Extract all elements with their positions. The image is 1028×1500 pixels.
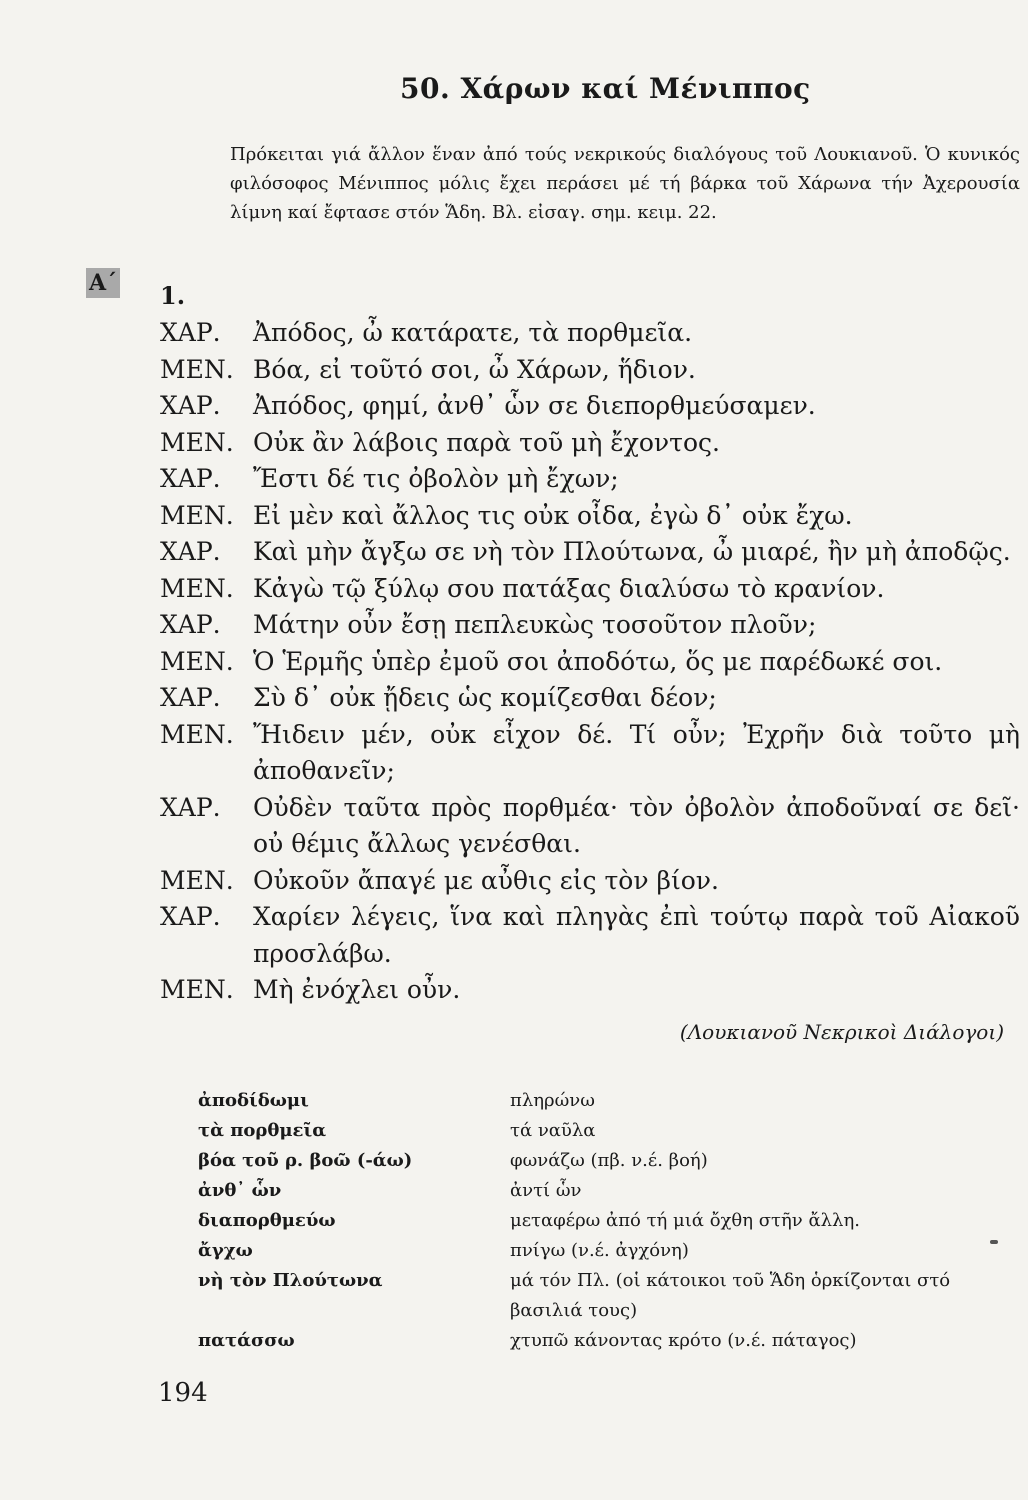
glossary-definition: μά τόν Πλ. (οἱ κάτοικοι τοῦ Ἅδη ὁρκίζονται στό βασιλιά τους) (510, 1270, 951, 1321)
glossary-definition: πνίγω (ν.έ. ἀγχόνη) (510, 1240, 689, 1261)
speaker-label: ΧΑΡ. (160, 902, 221, 931)
glossary-row (198, 1206, 1018, 1236)
dialogue-text: Σὺ δ᾽ οὐκ ᾔδεις ὡς κομίζεσθαι δέον; (253, 683, 717, 712)
dialogue-line (160, 571, 1020, 608)
dialogue-text: Οὐδὲν ταῦτα πρὸς πορθμέα· τὸν ὀβολὸν ἀποδοῦναί σε δεῖ· οὐ θέμις ἄλλως γενέσθαι. (253, 792, 1020, 858)
dialogue-line (160, 863, 1020, 900)
glossary-term: ἀποδίδωμι (198, 1090, 309, 1111)
dialogue-line (160, 607, 1020, 644)
glossary-term: βόα τοῦ ρ. βοῶ (-άω) (198, 1150, 413, 1171)
dialogue-line (160, 972, 1020, 1009)
dialogue-text: Ὁ Ἑρμῆς ὑπὲρ ἐμοῦ σοι ἀποδότω, ὅς με παρέδωκέ σοι. (253, 646, 943, 676)
dialogue-line (160, 388, 1020, 425)
speaker-label: ΧΑΡ. (160, 464, 221, 493)
speaker-label: ΧΑΡ. (160, 391, 221, 420)
ink-smudge (990, 1240, 998, 1244)
speaker-label: ΜΕΝ. (160, 427, 234, 457)
speaker-label: ΧΑΡ. (160, 792, 221, 822)
dialogue-text: Βόα, εἰ τοῦτό σοι, ὦ Χάρων, ἥδιον. (253, 354, 696, 384)
dialogue-line (160, 790, 1020, 863)
page-number: 194 (158, 1378, 208, 1408)
glossary-definition: ἀντί ὧν (510, 1180, 582, 1201)
dialogue-text: Ἀπόδος, φημί, ἀνθ᾽ ὧν σε διεπορθμεύσαμεν. (253, 391, 816, 420)
dialogue-text: Καὶ μὴν ἄγξω σε νὴ τὸν Πλούτωνα, ὦ μιαρέ, ἢν μὴ ἀποδῷς. (253, 537, 1011, 566)
section-number: 1. (160, 281, 186, 310)
glossary-definition: μεταφέρω ἀπό τή μιά ὄχθη στῆν ἄλλη. (510, 1210, 860, 1231)
dialogue-text: Εἰ μὲν καὶ ἄλλος τις οὐκ οἶδα, ἐγὼ δ᾽ οὐκ ἔχω. (253, 500, 853, 530)
speaker-label: ΜΕΝ. (160, 646, 234, 676)
glossary-term: διαπορθμεύω (198, 1210, 336, 1231)
glossary-definition: φωνάζω (πβ. ν.έ. βοή) (510, 1150, 708, 1171)
glossary-term: πατάσσω (198, 1330, 295, 1351)
glossary-row (198, 1176, 1018, 1206)
speaker-label: ΜΕΝ. (160, 719, 234, 749)
page-title: 50. Χάρων καί Μένιππος (400, 72, 811, 105)
speaker-label: ΧΑΡ. (160, 537, 221, 566)
glossary-definition: χτυπῶ κάνοντας κρότο (ν.έ. πάταγος) (510, 1330, 857, 1351)
dialogue-line (160, 644, 1020, 681)
speaker-label: ΜΕΝ. (160, 865, 234, 895)
dialogue-line (160, 534, 1020, 571)
glossary-definition: πληρώνω (510, 1090, 595, 1111)
glossary-row (198, 1146, 1018, 1176)
speaker-label: ΜΕΝ. (160, 573, 234, 603)
dialogue-line (160, 680, 1020, 717)
speaker-label: ΜΕΝ. (160, 500, 234, 530)
dialogue-line (160, 899, 1020, 972)
dialogue-line (160, 461, 1020, 498)
citation: (Λουκιανοῦ Νεκρικοὶ Διάλογοι) (679, 1020, 1004, 1044)
speaker-label: ΧΑΡ. (160, 683, 221, 712)
glossary-row (198, 1266, 1018, 1326)
glossary-row (198, 1086, 1018, 1116)
glossary-definition: τά ναῦλα (510, 1120, 596, 1141)
intro-text: Πρόκειται γιά ἄλλον ἕναν ἀπό τούς νεκρικούς διαλόγους τοῦ Λουκιανοῦ. Ὁ κυνικός φιλόσοφος Μένιππος μόλις ἔχει περάσει μέ τή βάρκα τοῦ Χάρωνα τήν Ἀχερουσία λίμνη καί ἔφτασε στόν Ἅδη. Βλ. εἰσαγ. σημ. κειμ. 22. (230, 144, 1020, 223)
dialogue-text: Οὐκ ἂν λάβοις παρὰ τοῦ μὴ ἔχοντος. (253, 427, 720, 457)
dialogue-text: Χαρίεν λέγεις, ἵνα καὶ πληγὰς ἐπὶ τούτῳ παρὰ τοῦ Αἰακοῦ προσλάβω. (253, 902, 1020, 968)
glossary-term: ἀνθ᾽ ὧν (198, 1180, 282, 1201)
dialogue-text: Ἀπόδος, ὦ κατάρατε, τὰ πορθμεῖα. (253, 318, 693, 347)
dialogue-line (160, 315, 1020, 352)
dialogue-text: Ἔστι δέ τις ὀβολὸν μὴ ἔχων; (253, 464, 619, 493)
dialogue-text: Μάτην οὖν ἔσῃ πεπλευκὼς τοσοῦτον πλοῦν; (253, 610, 817, 639)
speaker-label: ΜΕΝ. (160, 354, 234, 384)
speaker-label: ΧΑΡ. (160, 318, 221, 347)
glossary-row (198, 1326, 1018, 1356)
dialogue-text: Κἀγὼ τῷ ξύλῳ σου πατάξας διαλύσω τὸ κρανίον. (253, 573, 885, 603)
glossary-row (198, 1236, 1018, 1266)
glossary-term: νὴ τὸν Πλούτωνα (198, 1270, 383, 1291)
dialogue-text: Μὴ ἐνόχλει οὖν. (253, 975, 461, 1004)
glossary (198, 1086, 1018, 1356)
speaker-label: ΧΑΡ. (160, 610, 221, 639)
glossary-term: ἄγχω (198, 1240, 253, 1261)
dialogue-text: Οὐκοῦν ἄπαγέ με αὖθις εἰς τὸν βίον. (253, 865, 719, 895)
dialogue-line (160, 425, 1020, 462)
intro-paragraph (230, 140, 1020, 227)
glossary-term: τὰ πορθμεῖα (198, 1120, 327, 1141)
dialogue-line (160, 352, 1020, 389)
speaker-label: ΜΕΝ. (160, 975, 234, 1004)
dialogue-line (160, 498, 1020, 535)
dialogue-line (160, 717, 1020, 790)
glossary-row (198, 1116, 1018, 1146)
dialogue (160, 315, 1020, 1009)
section-badge: Α΄ (86, 268, 120, 298)
dialogue-text: Ἤιδειν μέν, οὐκ εἶχον δέ. Τί οὖν; Ἐχρῆν διὰ τοῦτο μὴ ἀποθανεῖν; (253, 719, 1020, 785)
